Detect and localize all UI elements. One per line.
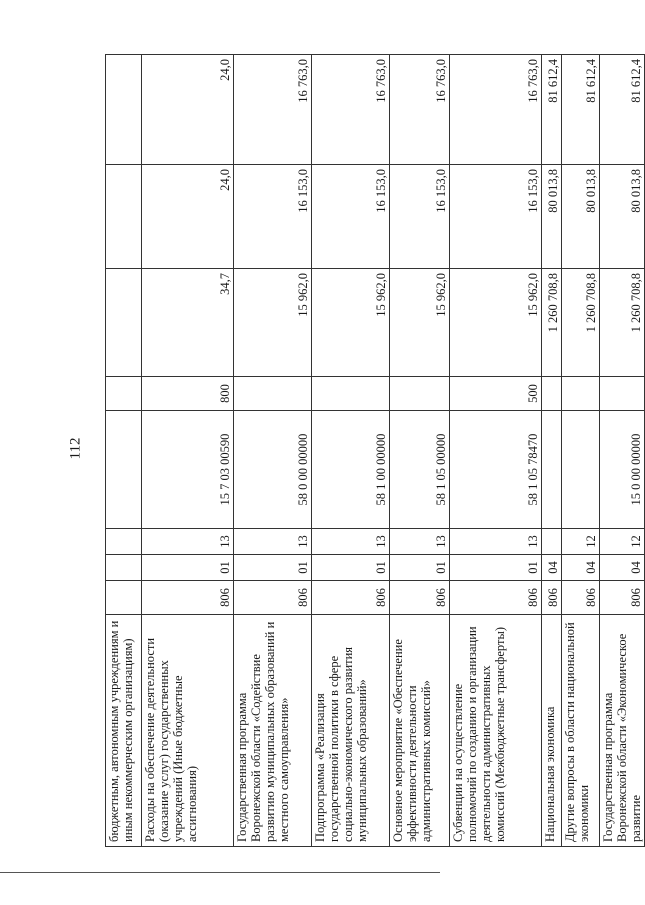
cell-name: Расходы на обеспечение деятельности (оказание услуг) государственных учреждений (Иные бюджетные ассигнования) xyxy=(142,615,234,847)
table-row xyxy=(600,55,645,847)
cell-vr xyxy=(600,377,645,411)
cell-csr xyxy=(106,411,142,529)
cell-rz: 01 xyxy=(142,555,234,581)
cell-v2: 24,0 xyxy=(142,165,234,269)
cell-csr: 58 0 00 00000 xyxy=(234,411,312,529)
cell-v2: 16 153,0 xyxy=(450,165,542,269)
cell-vr: 800 xyxy=(142,377,234,411)
cell-ved: 806 xyxy=(450,581,542,615)
cell-rz: 01 xyxy=(390,555,450,581)
cell-v3: 24,0 xyxy=(142,55,234,165)
cell-ved: 806 xyxy=(142,581,234,615)
cell-vr xyxy=(106,377,142,411)
cell-name: Государственная программа Воронежской области «Содействие развитию муниципальных образований и местного самоуправления» xyxy=(234,615,312,847)
cell-vr xyxy=(542,377,562,411)
table-row xyxy=(312,55,390,847)
cell-v2 xyxy=(106,165,142,269)
cell-v3: 81 612,4 xyxy=(542,55,562,165)
page-number: 112 xyxy=(67,437,84,460)
cell-rz: 01 xyxy=(312,555,390,581)
cell-ved: 806 xyxy=(390,581,450,615)
cell-pr xyxy=(106,529,142,555)
cell-v2: 80 013,8 xyxy=(600,165,645,269)
cell-name: Субвенции на осуществление полномочий по созданию и организации деятельности административных комиссий (Межбюджетные трансферты) xyxy=(450,615,542,847)
cell-pr: 13 xyxy=(390,529,450,555)
cell-csr: 15 0 00 00000 xyxy=(600,411,645,529)
cell-pr: 13 xyxy=(450,529,542,555)
cell-ved xyxy=(106,581,142,615)
budget-table xyxy=(105,54,645,847)
cell-vr xyxy=(562,377,600,411)
cell-vr xyxy=(234,377,312,411)
cell-name: Основное мероприятие «Обеспечение эффективности деятельности административных комиссий» xyxy=(390,615,450,847)
cell-v1: 15 962,0 xyxy=(450,269,542,377)
cell-rz: 01 xyxy=(234,555,312,581)
rotated-table xyxy=(105,55,643,847)
cell-v3: 16 763,0 xyxy=(234,55,312,165)
cell-v3: 16 763,0 xyxy=(450,55,542,165)
cell-pr: 13 xyxy=(234,529,312,555)
cell-pr xyxy=(542,529,562,555)
cell-csr xyxy=(542,411,562,529)
cell-csr: 15 7 03 00590 xyxy=(142,411,234,529)
cell-name: Подпрограмма «Реализация государственной политики в сфере социально-экономического развития муниципальных образований» xyxy=(312,615,390,847)
table-row xyxy=(142,55,234,847)
footer-rule xyxy=(0,872,440,873)
cell-v3: 16 763,0 xyxy=(312,55,390,165)
cell-rz xyxy=(106,555,142,581)
cell-v3: 81 612,4 xyxy=(562,55,600,165)
cell-name: Другие вопросы в области национальной экономики xyxy=(562,615,600,847)
cell-vr xyxy=(390,377,450,411)
table-row xyxy=(562,55,600,847)
cell-pr: 12 xyxy=(562,529,600,555)
table-row xyxy=(390,55,450,847)
cell-rz: 04 xyxy=(562,555,600,581)
cell-v2: 16 153,0 xyxy=(390,165,450,269)
cell-pr: 13 xyxy=(142,529,234,555)
table-row xyxy=(450,55,542,847)
cell-ved: 806 xyxy=(562,581,600,615)
cell-ved: 806 xyxy=(600,581,645,615)
cell-ved: 806 xyxy=(542,581,562,615)
cell-v2: 80 013,8 xyxy=(562,165,600,269)
cell-csr xyxy=(562,411,600,529)
cell-vr xyxy=(312,377,390,411)
table-row xyxy=(106,55,142,847)
cell-ved: 806 xyxy=(312,581,390,615)
cell-v2: 16 153,0 xyxy=(312,165,390,269)
cell-csr: 58 1 05 78470 xyxy=(450,411,542,529)
cell-pr: 12 xyxy=(600,529,645,555)
cell-rz: 01 xyxy=(450,555,542,581)
cell-v1: 15 962,0 xyxy=(234,269,312,377)
table-row xyxy=(542,55,562,847)
cell-rz: 04 xyxy=(600,555,645,581)
cell-name: бюджетным, автономным учреждениям и иным некоммерческим организациям) xyxy=(106,615,142,847)
cell-v1: 15 962,0 xyxy=(390,269,450,377)
cell-v3 xyxy=(106,55,142,165)
cell-v1: 15 962,0 xyxy=(312,269,390,377)
cell-v1: 1 260 708,8 xyxy=(542,269,562,377)
cell-v1 xyxy=(106,269,142,377)
cell-csr: 58 1 00 00000 xyxy=(312,411,390,529)
cell-name: Национальная экономика xyxy=(542,615,562,847)
cell-v1: 1 260 708,8 xyxy=(562,269,600,377)
cell-v2: 80 013,8 xyxy=(542,165,562,269)
table-row xyxy=(234,55,312,847)
cell-name: Государственная программа Воронежской области «Экономическое развитие xyxy=(600,615,645,847)
cell-vr: 500 xyxy=(450,377,542,411)
cell-ved: 806 xyxy=(234,581,312,615)
cell-v1: 1 260 708,8 xyxy=(600,269,645,377)
budget-table-container xyxy=(105,55,643,847)
cell-v3: 81 612,4 xyxy=(600,55,645,165)
cell-rz: 04 xyxy=(542,555,562,581)
cell-pr: 13 xyxy=(312,529,390,555)
cell-v1: 34,7 xyxy=(142,269,234,377)
cell-v3: 16 763,0 xyxy=(390,55,450,165)
cell-csr: 58 1 05 00000 xyxy=(390,411,450,529)
cell-v2: 16 153,0 xyxy=(234,165,312,269)
